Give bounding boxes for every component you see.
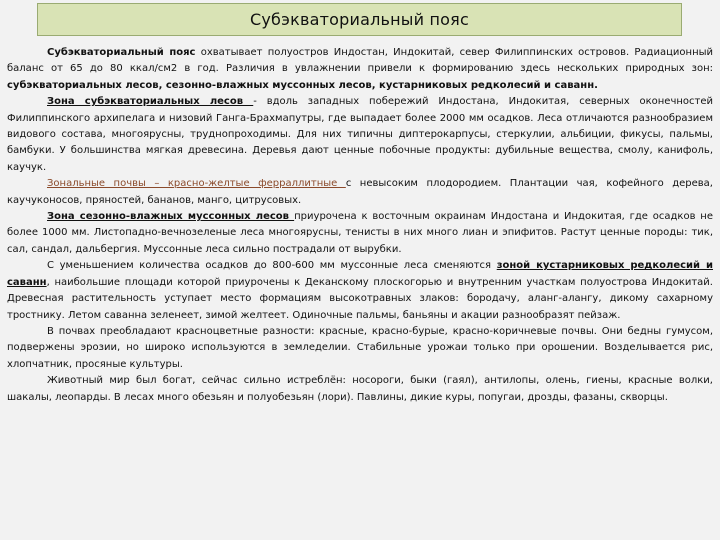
paragraph-subequatorial-forests	[7, 94, 713, 176]
term-monsoon-forests: Зона сезонно-влажных муссонных лесов	[47, 211, 295, 223]
term-shrub-savanna: зоной кустарниковых редколесий и саванн	[7, 260, 713, 288]
intro-text: охватывает полуостров Индостан, Индокитай, север Филиппинских островов. Радиационный баланс от 65 до 80 ккал/см2 в год. Различия в увлажнении привели к формированию здесь нескольких природных зон:	[7, 47, 713, 75]
paragraph-zonal-soils	[7, 176, 713, 209]
savanna-text: , наибольшие площади которой приурочены к Деканскому плоскогорью и внутренним участкам полуострова Индокитай. Древесная растительность уступает место формациям высокотравных злаков: бородачу, аланг-алангу, дикому сахарному тростнику. Летом саванна зеленеет, зимой желтеет. Одиночные пальмы, баньяны и акации разнообразят пейзаж.	[7, 276, 713, 321]
term-subequatorial-forests: Зона субэкваториальных лесов	[47, 96, 254, 108]
savanna-lead-text: С уменьшением количества осадков до 800-600 мм муссонные леса сменяются	[47, 260, 497, 272]
term-subequatorial-belt: Субэкваториальный пояс	[47, 47, 196, 58]
paragraph-fauna: Животный мир был богат, сейчас сильно истреблён: носороги, быки (гаял), антилопы, олень, гиены, красные волки, шакалы, леопарды. В лесах много обезьян и полуобезьян (лори). Павлины, дикие куры, попугаи, дрозды, фазаны, скворцы.	[7, 375, 713, 403]
monsoon-forests-text: приурочена к восточным окраинам Индостана и Индокитая, где осадков не более 1000 мм. Листопадно-вечнозеленые леса многоярусны, тенисты в них много лиан и эпифитов. Растут ценные породы: тик, сал, сандал, дальбергия. Муссонные леса сильно пострадали от вырубки.	[7, 211, 713, 255]
term-zonal-soils: Зональные почвы – красно-желтые ферраллитные	[47, 178, 346, 190]
zonal-soils-text: с невысоким плодородием. Плантации чая, кофейного дерева, каучуконосов, пряностей, бананов, манго, цитрусовых.	[7, 178, 713, 206]
page-title: Субэкваториальный пояс	[250, 10, 469, 29]
paragraph-savanna	[7, 258, 713, 324]
title-banner	[37, 3, 682, 36]
zones-list: субэкваториальных лесов, сезонно-влажных муссонных лесов, кустарниковых редколесий и саванн.	[7, 79, 598, 91]
paragraph-intro	[7, 45, 713, 94]
subequatorial-forests-text: - вдоль западных побережий Индостана, Индокитая, северных оконечностей Филиппинского архипелага и низовий Ганга-Брахмапутры, где выпадает более 2000 мм осадков. Леса отличаются разнообразием видового состава, многоярусны, труднопроходимы. Для них типичны диптерокарпусы, стеркулии, альбиции, фикусы, пальмы, бамбуки. У большинства мягкая древесина. Деревья дают ценные побочные продукты: дубильные вещества, смолу, канифоль, каучук.	[7, 96, 713, 173]
document-body	[7, 45, 713, 406]
paragraph-monsoon-forests	[7, 209, 713, 258]
paragraph-soils: В почвах преобладают красноцветные разности: красные, красно-бурые, красно-коричневые почвы. Они бедны гумусом, подвержены эрозии, но широко используются в земледелии. Стабильные урожаи только при орошении. Возделывается рис, хлопчатник, просяные культуры.	[7, 325, 713, 370]
